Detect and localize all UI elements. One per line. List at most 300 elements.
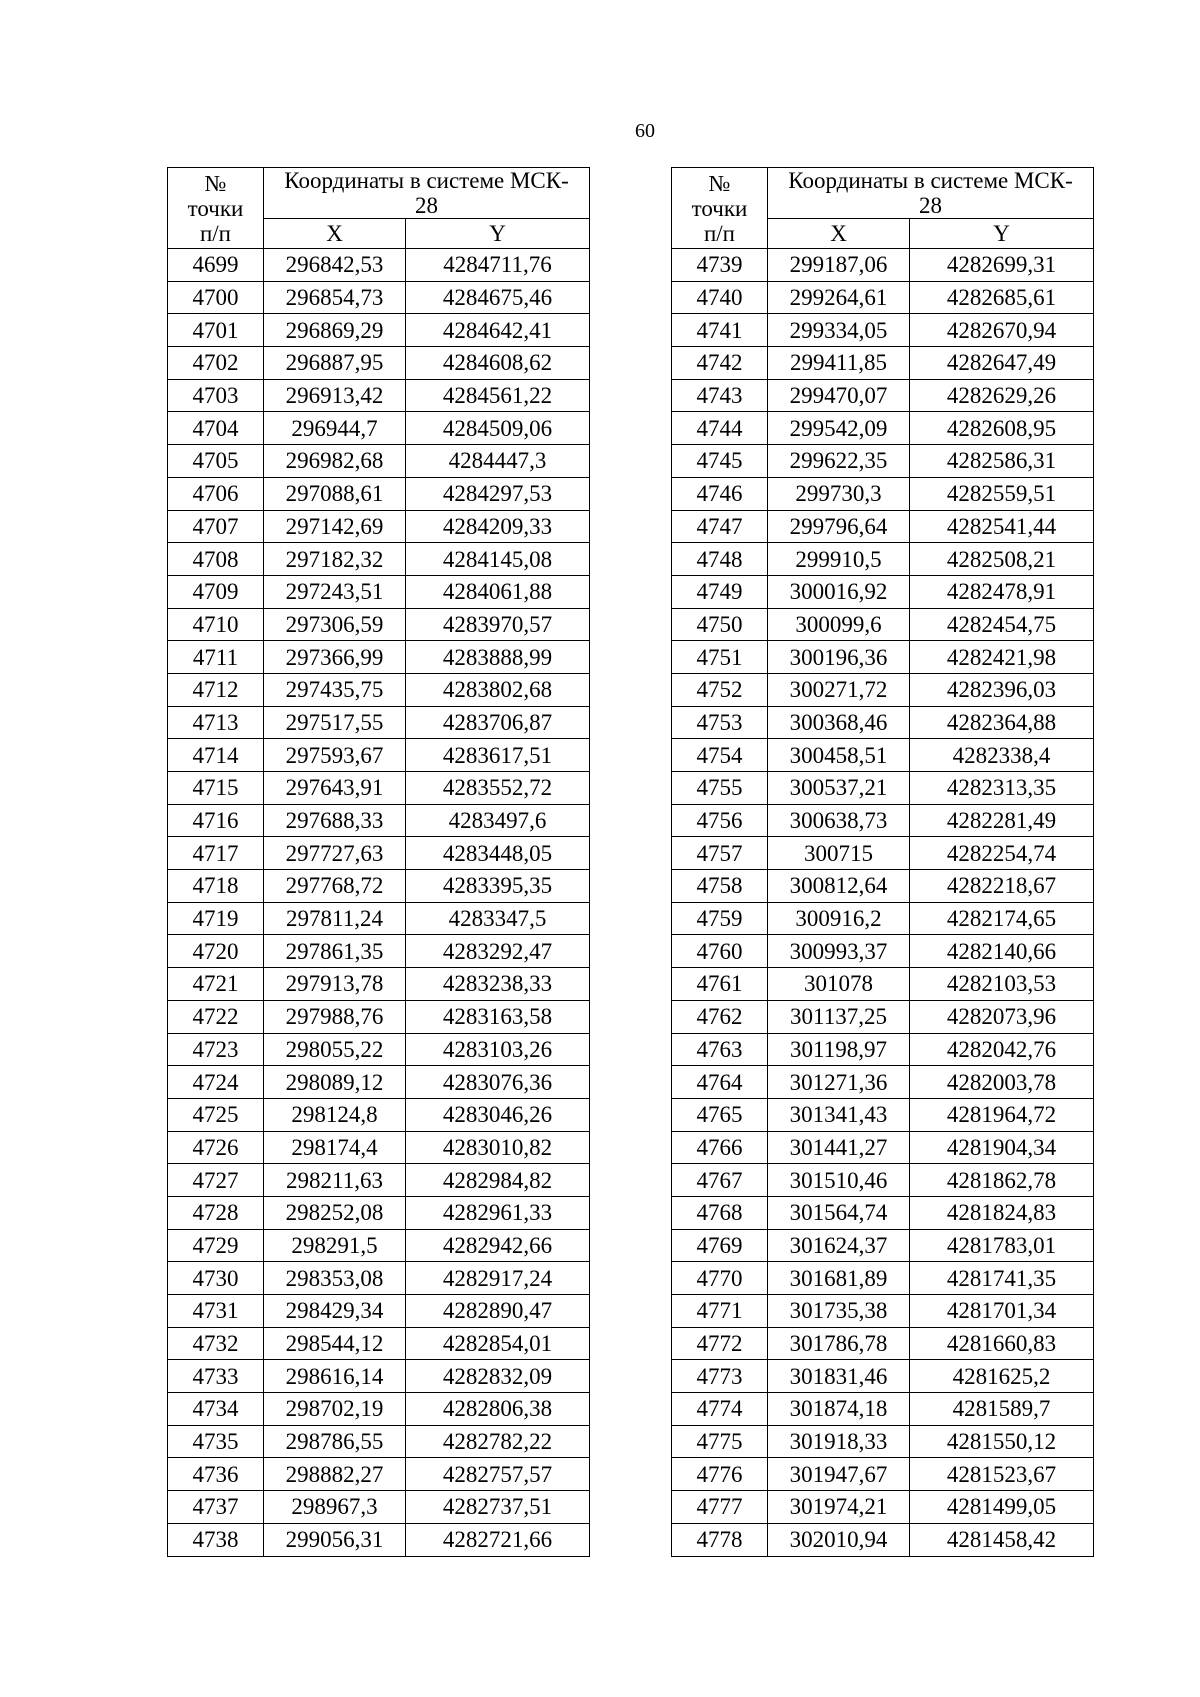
point-number-cell: 4776 [672, 1458, 768, 1491]
x-coordinate-cell: 298291,5 [264, 1229, 406, 1262]
table-row [168, 1458, 590, 1491]
point-number-cell: 4728 [168, 1196, 264, 1229]
point-number-cell: 4761 [672, 968, 768, 1001]
y-coordinate-cell: 4283706,87 [406, 706, 590, 739]
x-coordinate-cell: 300196,36 [768, 641, 910, 674]
y-coordinate-cell: 4283802,68 [406, 673, 590, 706]
table-row [672, 870, 1094, 903]
y-coordinate-cell: 4284642,41 [406, 314, 590, 347]
y-coordinate-cell: 4282396,03 [910, 673, 1094, 706]
table-row [672, 1458, 1094, 1491]
point-number-cell: 4749 [672, 575, 768, 608]
point-number-header: № точки п/п [672, 168, 768, 249]
table-row [168, 249, 590, 282]
y-coordinate-cell: 4284297,53 [406, 477, 590, 510]
x-coordinate-cell: 297306,59 [264, 608, 406, 641]
point-number-cell: 4744 [672, 412, 768, 445]
x-coordinate-cell: 299542,09 [768, 412, 910, 445]
table-row [672, 804, 1094, 837]
point-number-cell: 4738 [168, 1523, 264, 1556]
y-coordinate-cell: 4282508,21 [910, 543, 1094, 576]
point-number-cell: 4726 [168, 1131, 264, 1164]
y-coordinate-cell: 4282721,66 [406, 1523, 590, 1556]
table-row [672, 543, 1094, 576]
x-coordinate-cell: 297593,67 [264, 739, 406, 772]
x-coordinate-cell: 300638,73 [768, 804, 910, 837]
point-number-cell: 4710 [168, 608, 264, 641]
x-coordinate-cell: 296913,42 [264, 379, 406, 412]
table-row [672, 249, 1094, 282]
x-coordinate-cell: 300537,21 [768, 772, 910, 805]
y-coordinate-cell: 4282478,91 [910, 575, 1094, 608]
y-coordinate-cell: 4281701,34 [910, 1295, 1094, 1328]
table-row [672, 379, 1094, 412]
table-row [168, 314, 590, 347]
table-row [672, 1000, 1094, 1033]
y-coordinate-cell: 4284711,76 [406, 249, 590, 282]
table-row [168, 1327, 590, 1360]
table-row [672, 739, 1094, 772]
table-row [168, 706, 590, 739]
table-row [168, 837, 590, 870]
table-row [672, 412, 1094, 445]
table-row [168, 412, 590, 445]
point-number-cell: 4705 [168, 445, 264, 478]
x-coordinate-cell: 298211,63 [264, 1164, 406, 1197]
table-row [168, 1000, 590, 1033]
x-coordinate-cell: 300271,72 [768, 673, 910, 706]
table-row [672, 772, 1094, 805]
x-coordinate-cell: 301271,36 [768, 1066, 910, 1099]
table-row [672, 608, 1094, 641]
y-coordinate-cell: 4282254,74 [910, 837, 1094, 870]
point-number-cell: 4773 [672, 1360, 768, 1393]
point-number-cell: 4722 [168, 1000, 264, 1033]
y-coordinate-cell: 4283448,05 [406, 837, 590, 870]
point-number-cell: 4723 [168, 1033, 264, 1066]
y-coordinate-cell: 4284447,3 [406, 445, 590, 478]
x-coordinate-cell: 296944,7 [264, 412, 406, 445]
x-coordinate-cell: 298616,14 [264, 1360, 406, 1393]
page-number: 60 [635, 120, 655, 142]
y-coordinate-cell: 4282832,09 [406, 1360, 590, 1393]
table-row [672, 477, 1094, 510]
y-coordinate-cell: 4282670,94 [910, 314, 1094, 347]
x-coordinate-cell: 300812,64 [768, 870, 910, 903]
y-coordinate-cell: 4284675,46 [406, 281, 590, 314]
point-number-cell: 4774 [672, 1393, 768, 1426]
table-row [168, 804, 590, 837]
y-coordinate-cell: 4282140,66 [910, 935, 1094, 968]
point-number-cell: 4775 [672, 1425, 768, 1458]
y-coordinate-cell: 4284608,62 [406, 347, 590, 380]
x-coordinate-cell: 298702,19 [264, 1393, 406, 1426]
table-row [168, 608, 590, 641]
table-row [168, 347, 590, 380]
point-number-cell: 4762 [672, 1000, 768, 1033]
y-coordinate-cell: 4282338,4 [910, 739, 1094, 772]
x-coordinate-cell: 300916,2 [768, 902, 910, 935]
x-coordinate-cell: 296854,73 [264, 281, 406, 314]
point-number-cell: 4699 [168, 249, 264, 282]
x-coordinate-cell: 301974,21 [768, 1491, 910, 1524]
y-coordinate-cell: 4283163,58 [406, 1000, 590, 1033]
x-coordinate-cell: 301564,74 [768, 1196, 910, 1229]
point-number-cell: 4752 [672, 673, 768, 706]
point-number-cell: 4718 [168, 870, 264, 903]
point-number-cell: 4764 [672, 1066, 768, 1099]
table-row [672, 1360, 1094, 1393]
x-coordinate-cell: 297088,61 [264, 477, 406, 510]
point-number-cell: 4758 [672, 870, 768, 903]
table-row [168, 1360, 590, 1393]
table-row [168, 1295, 590, 1328]
point-number-cell: 4700 [168, 281, 264, 314]
table-row [168, 673, 590, 706]
point-number-cell: 4735 [168, 1425, 264, 1458]
x-coordinate-cell: 297811,24 [264, 902, 406, 935]
x-coordinate-cell: 298089,12 [264, 1066, 406, 1099]
x-coordinate-cell: 300715 [768, 837, 910, 870]
y-coordinate-cell: 4282757,57 [406, 1458, 590, 1491]
table-row [672, 837, 1094, 870]
point-number-cell: 4769 [672, 1229, 768, 1262]
y-coordinate-cell: 4282647,49 [910, 347, 1094, 380]
table-row [672, 445, 1094, 478]
table-row [672, 706, 1094, 739]
x-coordinate-cell: 297643,91 [264, 772, 406, 805]
point-number-cell: 4720 [168, 935, 264, 968]
x-coordinate-cell: 300016,92 [768, 575, 910, 608]
point-number-cell: 4734 [168, 1393, 264, 1426]
x-coordinate-cell: 301341,43 [768, 1098, 910, 1131]
table-row [672, 1491, 1094, 1524]
point-number-cell: 4708 [168, 543, 264, 576]
y-coordinate-cell: 4281660,83 [910, 1327, 1094, 1360]
x-coordinate-cell: 298252,08 [264, 1196, 406, 1229]
x-coordinate-cell: 299796,64 [768, 510, 910, 543]
y-coordinate-cell: 4282421,98 [910, 641, 1094, 674]
table-row [168, 281, 590, 314]
point-number-cell: 4745 [672, 445, 768, 478]
y-coordinate-cell: 4282218,67 [910, 870, 1094, 903]
table-row [168, 1164, 590, 1197]
x-coordinate-cell: 299056,31 [264, 1523, 406, 1556]
table-row [168, 1491, 590, 1524]
y-coordinate-cell: 4282917,24 [406, 1262, 590, 1295]
y-coordinate-cell: 4284209,33 [406, 510, 590, 543]
y-coordinate-cell: 4281523,67 [910, 1458, 1094, 1491]
y-coordinate-cell: 4284061,88 [406, 575, 590, 608]
table-row [672, 1393, 1094, 1426]
y-coordinate-cell: 4281550,12 [910, 1425, 1094, 1458]
table-row [168, 445, 590, 478]
point-number-cell: 4747 [672, 510, 768, 543]
table-row [168, 1393, 590, 1426]
x-coordinate-cell: 297861,35 [264, 935, 406, 968]
x-coordinate-cell: 301874,18 [768, 1393, 910, 1426]
y-coordinate-cell: 4282174,65 [910, 902, 1094, 935]
y-coordinate-cell: 4282586,31 [910, 445, 1094, 478]
y-coordinate-cell: 4282961,33 [406, 1196, 590, 1229]
x-coordinate-cell: 297913,78 [264, 968, 406, 1001]
point-number-cell: 4740 [672, 281, 768, 314]
x-coordinate-cell: 299470,07 [768, 379, 910, 412]
y-coordinate-cell: 4283617,51 [406, 739, 590, 772]
point-number-cell: 4771 [672, 1295, 768, 1328]
y-coordinate-cell: 4281862,78 [910, 1164, 1094, 1197]
x-coordinate-cell: 299264,61 [768, 281, 910, 314]
x-coordinate-cell: 299334,05 [768, 314, 910, 347]
x-coordinate-cell: 299730,3 [768, 477, 910, 510]
point-number-cell: 4739 [672, 249, 768, 282]
table-row [672, 1131, 1094, 1164]
table-row [672, 902, 1094, 935]
table-row [168, 1033, 590, 1066]
y-coordinate-cell: 4283347,5 [406, 902, 590, 935]
x-coordinate-cell: 298055,22 [264, 1033, 406, 1066]
table-row [168, 1425, 590, 1458]
point-number-cell: 4750 [672, 608, 768, 641]
point-number-cell: 4755 [672, 772, 768, 805]
x-coordinate-cell: 301078 [768, 968, 910, 1001]
x-coordinate-cell: 298124,8 [264, 1098, 406, 1131]
x-coordinate-cell: 298544,12 [264, 1327, 406, 1360]
y-coordinate-cell: 4282737,51 [406, 1491, 590, 1524]
table-row [672, 673, 1094, 706]
coordinate-system-header: Координаты в системе МСК- 28 [768, 168, 1094, 219]
point-number-cell: 4732 [168, 1327, 264, 1360]
table-row [168, 1066, 590, 1099]
y-coordinate-cell: 4281499,05 [910, 1491, 1094, 1524]
coordinate-system-header: Координаты в системе МСК- 28 [264, 168, 590, 219]
table-row [168, 968, 590, 1001]
y-coordinate-cell: 4282782,22 [406, 1425, 590, 1458]
x-coordinate-cell: 301681,89 [768, 1262, 910, 1295]
table-row [672, 1033, 1094, 1066]
point-number-cell: 4757 [672, 837, 768, 870]
point-number-cell: 4702 [168, 347, 264, 380]
table-row [168, 739, 590, 772]
point-number-cell: 4756 [672, 804, 768, 837]
table-row [168, 772, 590, 805]
table-row [168, 902, 590, 935]
y-coordinate-cell: 4281741,35 [910, 1262, 1094, 1295]
y-coordinate-cell: 4283076,36 [406, 1066, 590, 1099]
x-coordinate-cell: 301735,38 [768, 1295, 910, 1328]
y-coordinate-cell: 4282073,96 [910, 1000, 1094, 1033]
x-column-header: X [264, 219, 406, 249]
y-coordinate-cell: 4282942,66 [406, 1229, 590, 1262]
y-coordinate-cell: 4281589,7 [910, 1393, 1094, 1426]
y-coordinate-cell: 4283010,82 [406, 1131, 590, 1164]
x-coordinate-cell: 301786,78 [768, 1327, 910, 1360]
y-coordinate-cell: 4282854,01 [406, 1327, 590, 1360]
y-coordinate-cell: 4282559,51 [910, 477, 1094, 510]
point-number-cell: 4748 [672, 543, 768, 576]
x-coordinate-cell: 296982,68 [264, 445, 406, 478]
x-coordinate-cell: 301831,46 [768, 1360, 910, 1393]
x-coordinate-cell: 298967,3 [264, 1491, 406, 1524]
point-number-cell: 4712 [168, 673, 264, 706]
point-number-cell: 4711 [168, 641, 264, 674]
coordinates-table-right [671, 167, 1094, 1557]
point-number-cell: 4759 [672, 902, 768, 935]
y-coordinate-cell: 4282890,47 [406, 1295, 590, 1328]
point-number-cell: 4743 [672, 379, 768, 412]
table-row [672, 1262, 1094, 1295]
table-row [672, 641, 1094, 674]
point-number-cell: 4760 [672, 935, 768, 968]
x-coordinate-cell: 298429,34 [264, 1295, 406, 1328]
x-coordinate-cell: 300099,6 [768, 608, 910, 641]
table-row [672, 1066, 1094, 1099]
table-row [672, 968, 1094, 1001]
point-number-cell: 4746 [672, 477, 768, 510]
point-number-cell: 4703 [168, 379, 264, 412]
x-coordinate-cell: 302010,94 [768, 1523, 910, 1556]
point-number-cell: 4737 [168, 1491, 264, 1524]
y-coordinate-cell: 4283552,72 [406, 772, 590, 805]
x-coordinate-cell: 301947,67 [768, 1458, 910, 1491]
table-row [672, 347, 1094, 380]
table-row [168, 575, 590, 608]
y-coordinate-cell: 4284145,08 [406, 543, 590, 576]
x-coordinate-cell: 300368,46 [768, 706, 910, 739]
y-coordinate-cell: 4283292,47 [406, 935, 590, 968]
table-row [168, 477, 590, 510]
table-row [672, 314, 1094, 347]
x-coordinate-cell: 299622,35 [768, 445, 910, 478]
point-number-cell: 4714 [168, 739, 264, 772]
point-number-cell: 4767 [672, 1164, 768, 1197]
x-coordinate-cell: 299187,06 [768, 249, 910, 282]
point-number-cell: 4707 [168, 510, 264, 543]
table-row [168, 870, 590, 903]
point-number-cell: 4768 [672, 1196, 768, 1229]
point-number-cell: 4730 [168, 1262, 264, 1295]
x-coordinate-cell: 297768,72 [264, 870, 406, 903]
x-column-header: X [768, 219, 910, 249]
y-coordinate-cell: 4283395,35 [406, 870, 590, 903]
point-number-cell: 4729 [168, 1229, 264, 1262]
y-coordinate-cell: 4283970,57 [406, 608, 590, 641]
y-coordinate-cell: 4281824,83 [910, 1196, 1094, 1229]
point-number-cell: 4706 [168, 477, 264, 510]
y-column-header: Y [910, 219, 1094, 249]
y-coordinate-cell: 4281904,34 [910, 1131, 1094, 1164]
table-row [168, 1229, 590, 1262]
y-coordinate-cell: 4282541,44 [910, 510, 1094, 543]
point-number-cell: 4721 [168, 968, 264, 1001]
y-coordinate-cell: 4282454,75 [910, 608, 1094, 641]
y-coordinate-cell: 4281964,72 [910, 1098, 1094, 1131]
y-column-header: Y [406, 219, 590, 249]
table-row [168, 1098, 590, 1131]
y-coordinate-cell: 4283103,26 [406, 1033, 590, 1066]
x-coordinate-cell: 297435,75 [264, 673, 406, 706]
x-coordinate-cell: 297688,33 [264, 804, 406, 837]
y-coordinate-cell: 4282313,35 [910, 772, 1094, 805]
x-coordinate-cell: 301510,46 [768, 1164, 910, 1197]
point-number-cell: 4766 [672, 1131, 768, 1164]
table-row [672, 935, 1094, 968]
point-number-cell: 4724 [168, 1066, 264, 1099]
table-row [672, 575, 1094, 608]
point-number-cell: 4716 [168, 804, 264, 837]
table-row [672, 1295, 1094, 1328]
point-number-cell: 4777 [672, 1491, 768, 1524]
point-number-cell: 4727 [168, 1164, 264, 1197]
table-row [168, 543, 590, 576]
table-row [168, 510, 590, 543]
point-number-cell: 4709 [168, 575, 264, 608]
table-row [672, 1327, 1094, 1360]
x-coordinate-cell: 296869,29 [264, 314, 406, 347]
point-number-cell: 4719 [168, 902, 264, 935]
x-coordinate-cell: 299910,5 [768, 543, 910, 576]
y-coordinate-cell: 4283888,99 [406, 641, 590, 674]
y-coordinate-cell: 4283046,26 [406, 1098, 590, 1131]
x-coordinate-cell: 297988,76 [264, 1000, 406, 1033]
table-row [672, 281, 1094, 314]
x-coordinate-cell: 298786,55 [264, 1425, 406, 1458]
point-number-cell: 4704 [168, 412, 264, 445]
point-number-header: № точки п/п [168, 168, 264, 249]
x-coordinate-cell: 301918,33 [768, 1425, 910, 1458]
x-coordinate-cell: 298174,4 [264, 1131, 406, 1164]
point-number-cell: 4736 [168, 1458, 264, 1491]
table-row [672, 1523, 1094, 1556]
x-coordinate-cell: 297366,99 [264, 641, 406, 674]
table-row [672, 1425, 1094, 1458]
x-coordinate-cell: 296887,95 [264, 347, 406, 380]
table-row [168, 379, 590, 412]
x-coordinate-cell: 297243,51 [264, 575, 406, 608]
point-number-cell: 4765 [672, 1098, 768, 1131]
point-number-cell: 4733 [168, 1360, 264, 1393]
x-coordinate-cell: 298353,08 [264, 1262, 406, 1295]
y-coordinate-cell: 4281458,42 [910, 1523, 1094, 1556]
table-row [168, 1196, 590, 1229]
point-number-cell: 4701 [168, 314, 264, 347]
point-number-cell: 4763 [672, 1033, 768, 1066]
table-row [168, 641, 590, 674]
table-row [672, 1164, 1094, 1197]
y-coordinate-cell: 4282629,26 [910, 379, 1094, 412]
point-number-cell: 4715 [168, 772, 264, 805]
y-coordinate-cell: 4281783,01 [910, 1229, 1094, 1262]
table-row [168, 1262, 590, 1295]
x-coordinate-cell: 297517,55 [264, 706, 406, 739]
point-number-cell: 4754 [672, 739, 768, 772]
y-coordinate-cell: 4282608,95 [910, 412, 1094, 445]
point-number-cell: 4770 [672, 1262, 768, 1295]
point-number-cell: 4778 [672, 1523, 768, 1556]
y-coordinate-cell: 4282364,88 [910, 706, 1094, 739]
table-row [672, 1196, 1094, 1229]
x-coordinate-cell: 301198,97 [768, 1033, 910, 1066]
point-number-cell: 4772 [672, 1327, 768, 1360]
y-coordinate-cell: 4283238,33 [406, 968, 590, 1001]
coordinates-table-left [167, 167, 590, 1557]
y-coordinate-cell: 4282806,38 [406, 1393, 590, 1426]
y-coordinate-cell: 4282281,49 [910, 804, 1094, 837]
point-number-cell: 4742 [672, 347, 768, 380]
y-coordinate-cell: 4284509,06 [406, 412, 590, 445]
table-row [168, 1131, 590, 1164]
point-number-cell: 4741 [672, 314, 768, 347]
